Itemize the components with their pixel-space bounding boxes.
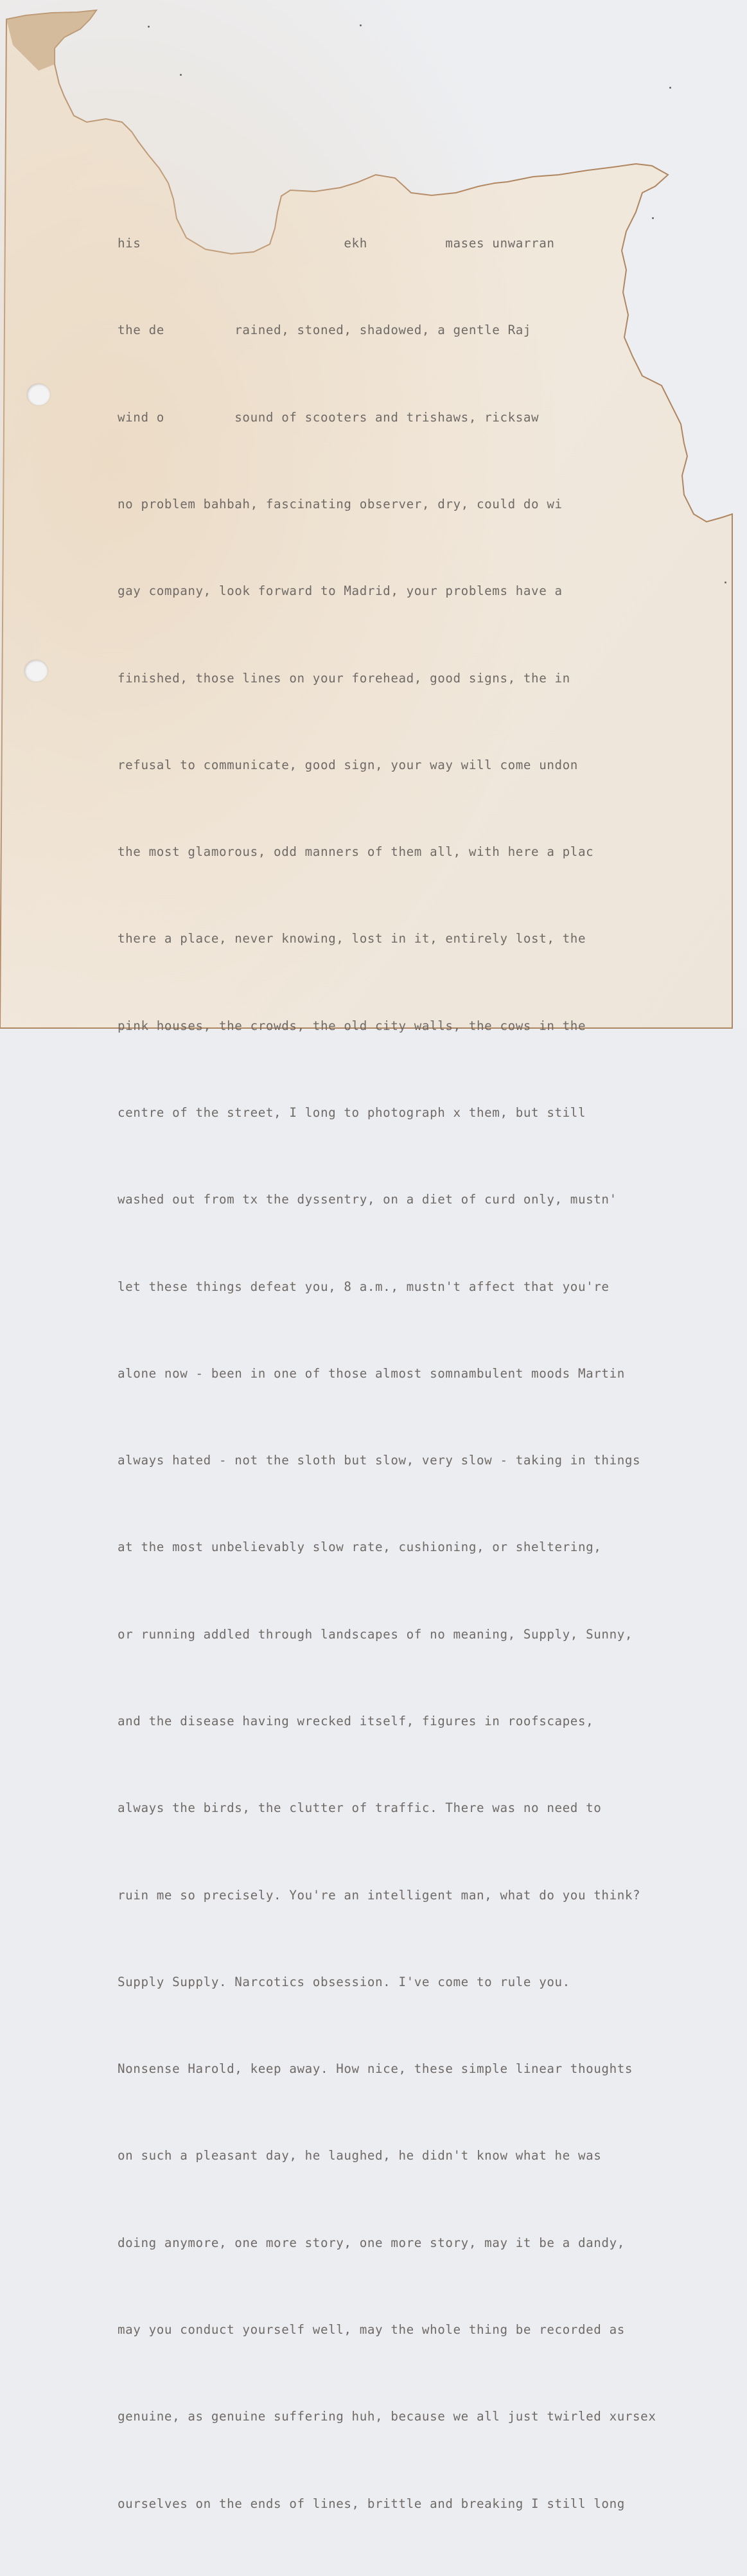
text-line: centre of the street, I long to photograph x them, but still [118,1105,586,1120]
typewritten-text [118,171,656,2576]
punch-hole-upper [27,384,50,405]
text-line: there a place, never knowing, lost in it, entirely lost, the [118,931,586,946]
text-line: pink houses, the crowds, the old city walls, the cows in the [118,1018,586,1033]
dust-speck [148,26,150,28]
text-line: alone now - been in one of those almost somnambulent moods Martin [118,1365,625,1381]
text-line: or running addled through landscapes of no meaning, Supply, Sunny, [118,1626,633,1642]
text-line: always hated - not the sloth but slow, very slow - taking in things [118,1453,641,1468]
text-line: the most glamorous, odd manners of them all, with here a plac [118,844,594,860]
text-line: washed out from tx the dyssentry, on a diet of curd only, mustn' [118,1192,617,1207]
text-line: may you conduct yourself well, may the whole thing be recorded as [118,2322,625,2337]
dust-speck [725,582,726,583]
text-line: genuine, as genuine suffering huh, because we all just twirled xursex [118,2409,656,2424]
dust-speck [180,74,182,76]
text-line: let these things defeat you, 8 a.m., mustn't affect that you're [118,1279,610,1294]
text-line: the de rained, stoned, shadowed, a gentle Raj [118,323,532,338]
text-line: ourselves on the ends of lines, brittle and breaking I still long [118,2496,625,2511]
text-line: always the birds, the clutter of traffic. There was no need to [118,1800,602,1816]
text-line: wind o sound of scooters and trishaws, ricksaw [118,409,540,425]
text-line: doing anymore, one more story, one more story, may it be a dandy, [118,2235,625,2250]
text-line: Supply Supply. Narcotics obsession. I've come to rule you. [118,1974,570,1989]
text-line: Nonsense Harold, keep away. How nice, these simple linear thoughts [118,2061,633,2077]
text-line: on such a pleasant day, he laughed, he didn't know what he was [118,2148,602,2163]
punch-hole-lower [24,660,48,682]
text-line: his ekh mases unwarran [118,236,555,251]
dust-speck [360,24,362,26]
text-line: finished, those lines on your forehead, good signs, the in [118,670,570,686]
text-line: no problem bahbah, fascinating observer, dry, could do wi [118,497,563,512]
text-line: refusal to communicate, good sign, your way will come undon [118,757,578,772]
text-line: and the disease having wrecked itself, figures in roofscapes, [118,1713,594,1728]
dust-speck [669,87,671,89]
text-line: ruin me so precisely. You're an intelligent man, what do you think? [118,1887,641,1903]
text-line: at the most unbelievably slow rate, cushioning, or sheltering, [118,1540,602,1555]
text-line: gay company, look forward to Madrid, your problems have a [118,583,563,599]
